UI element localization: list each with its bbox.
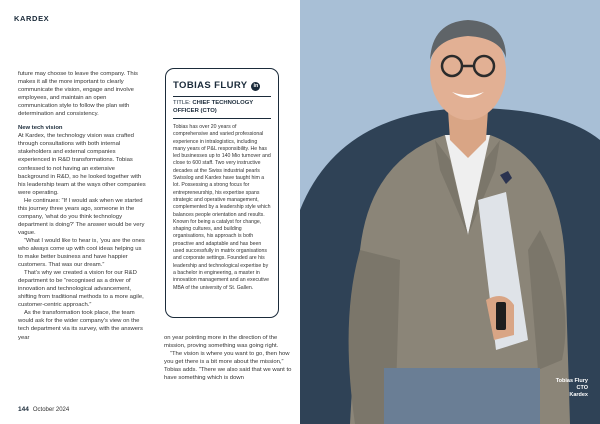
paragraph: As the transformation took place, the team would ask for the wider company’s view on the tech department via its survey, with the answers year (18, 310, 143, 341)
bio-card (165, 68, 279, 318)
divider (173, 118, 271, 119)
photo-caption (556, 378, 588, 399)
page-footer (18, 406, 69, 413)
paragraph: He continues: “If I would ask when we started this journey three years ago, someone in the company, ‘what do you think technology department is doing?’ The answer would be very vague. (18, 197, 145, 236)
page-number: 144 (18, 406, 29, 413)
paragraph: on year pointing more in the direction of the mission, proving something was going right. (164, 335, 279, 350)
subheading: New tech vision (18, 125, 63, 132)
paragraph: “The vision is where you want to go, then how you get there is a bit more about the mission,” Tobias adds. “There we also said that we want to have something which is down (164, 351, 292, 382)
issue-date: October 2024 (32, 407, 70, 413)
article-column-1 (18, 70, 146, 342)
bio-text: Tobias has over 20 years of comprehensive and varied professional experience in intralogistics, including many years of P&L responsibility. He has led businesses up to 140 Mio turnover and close to 600 staff. Two very instructive decades at the Swiss industrial pearls Swisslog and Kardex have taught him a lot. Possessing a strong focus for entrepreneurship, his expertise spans strategic and operative management, complemented by a leadership style which balances people orientation and results. Known for being a catalyst for change, shaping cultures, and building organisations, his approach is both proactive and adaptable and has been used successfully in matrix organisations and corporate settings. Founded are his leadership and technological expertise by a bachelor in engineering, a master in innovation management and an executive MBA of the university of St. Gallen. (173, 124, 271, 291)
paragraph: “What I would like to hear is, ‘you are the ones who always come up with cool ideas helping us to make better business and have happier customers. That was our dream.” (18, 237, 145, 269)
bio-title (173, 100, 271, 115)
paragraph: future may choose to leave the company. This makes it all the more important to clearly communicate the vision, engage and involve employees, and maintain an open communication style to follow the plan with determination and consistency. (18, 71, 138, 118)
portrait-illustration (300, 0, 600, 424)
linkedin-icon[interactable]: in (251, 82, 260, 91)
caption-company: Kardex (569, 392, 588, 398)
portrait-photo (300, 0, 600, 424)
bio-name: TOBIAS FLURY (173, 80, 248, 91)
bio-title-value: CHIEF TECHNOLOGY OFFICER (CTO) (173, 100, 254, 114)
caption-name: Tobias Flury (555, 378, 588, 384)
article-column-2 (164, 334, 296, 382)
caption-title: CTO (576, 385, 588, 391)
section-header: KARDEX (14, 14, 50, 23)
paragraph: At Kardex, the technology vision was crafted through consultations with both internal stakeholders and external companies experienced in R&D transformations. Tobias confessed to not having an extensive background in R&D, so he looked together with his leadership team at the ways other companies were operating. (18, 133, 146, 196)
paragraph: That’s why we created a vision for our R&D department to be “recognised as a driver of innovation and technological advancement, shifting from traditional methods to a more agile, customer-centric approach.” (18, 270, 144, 309)
bio-title-label: TITLE: (173, 100, 191, 106)
divider (173, 96, 271, 97)
